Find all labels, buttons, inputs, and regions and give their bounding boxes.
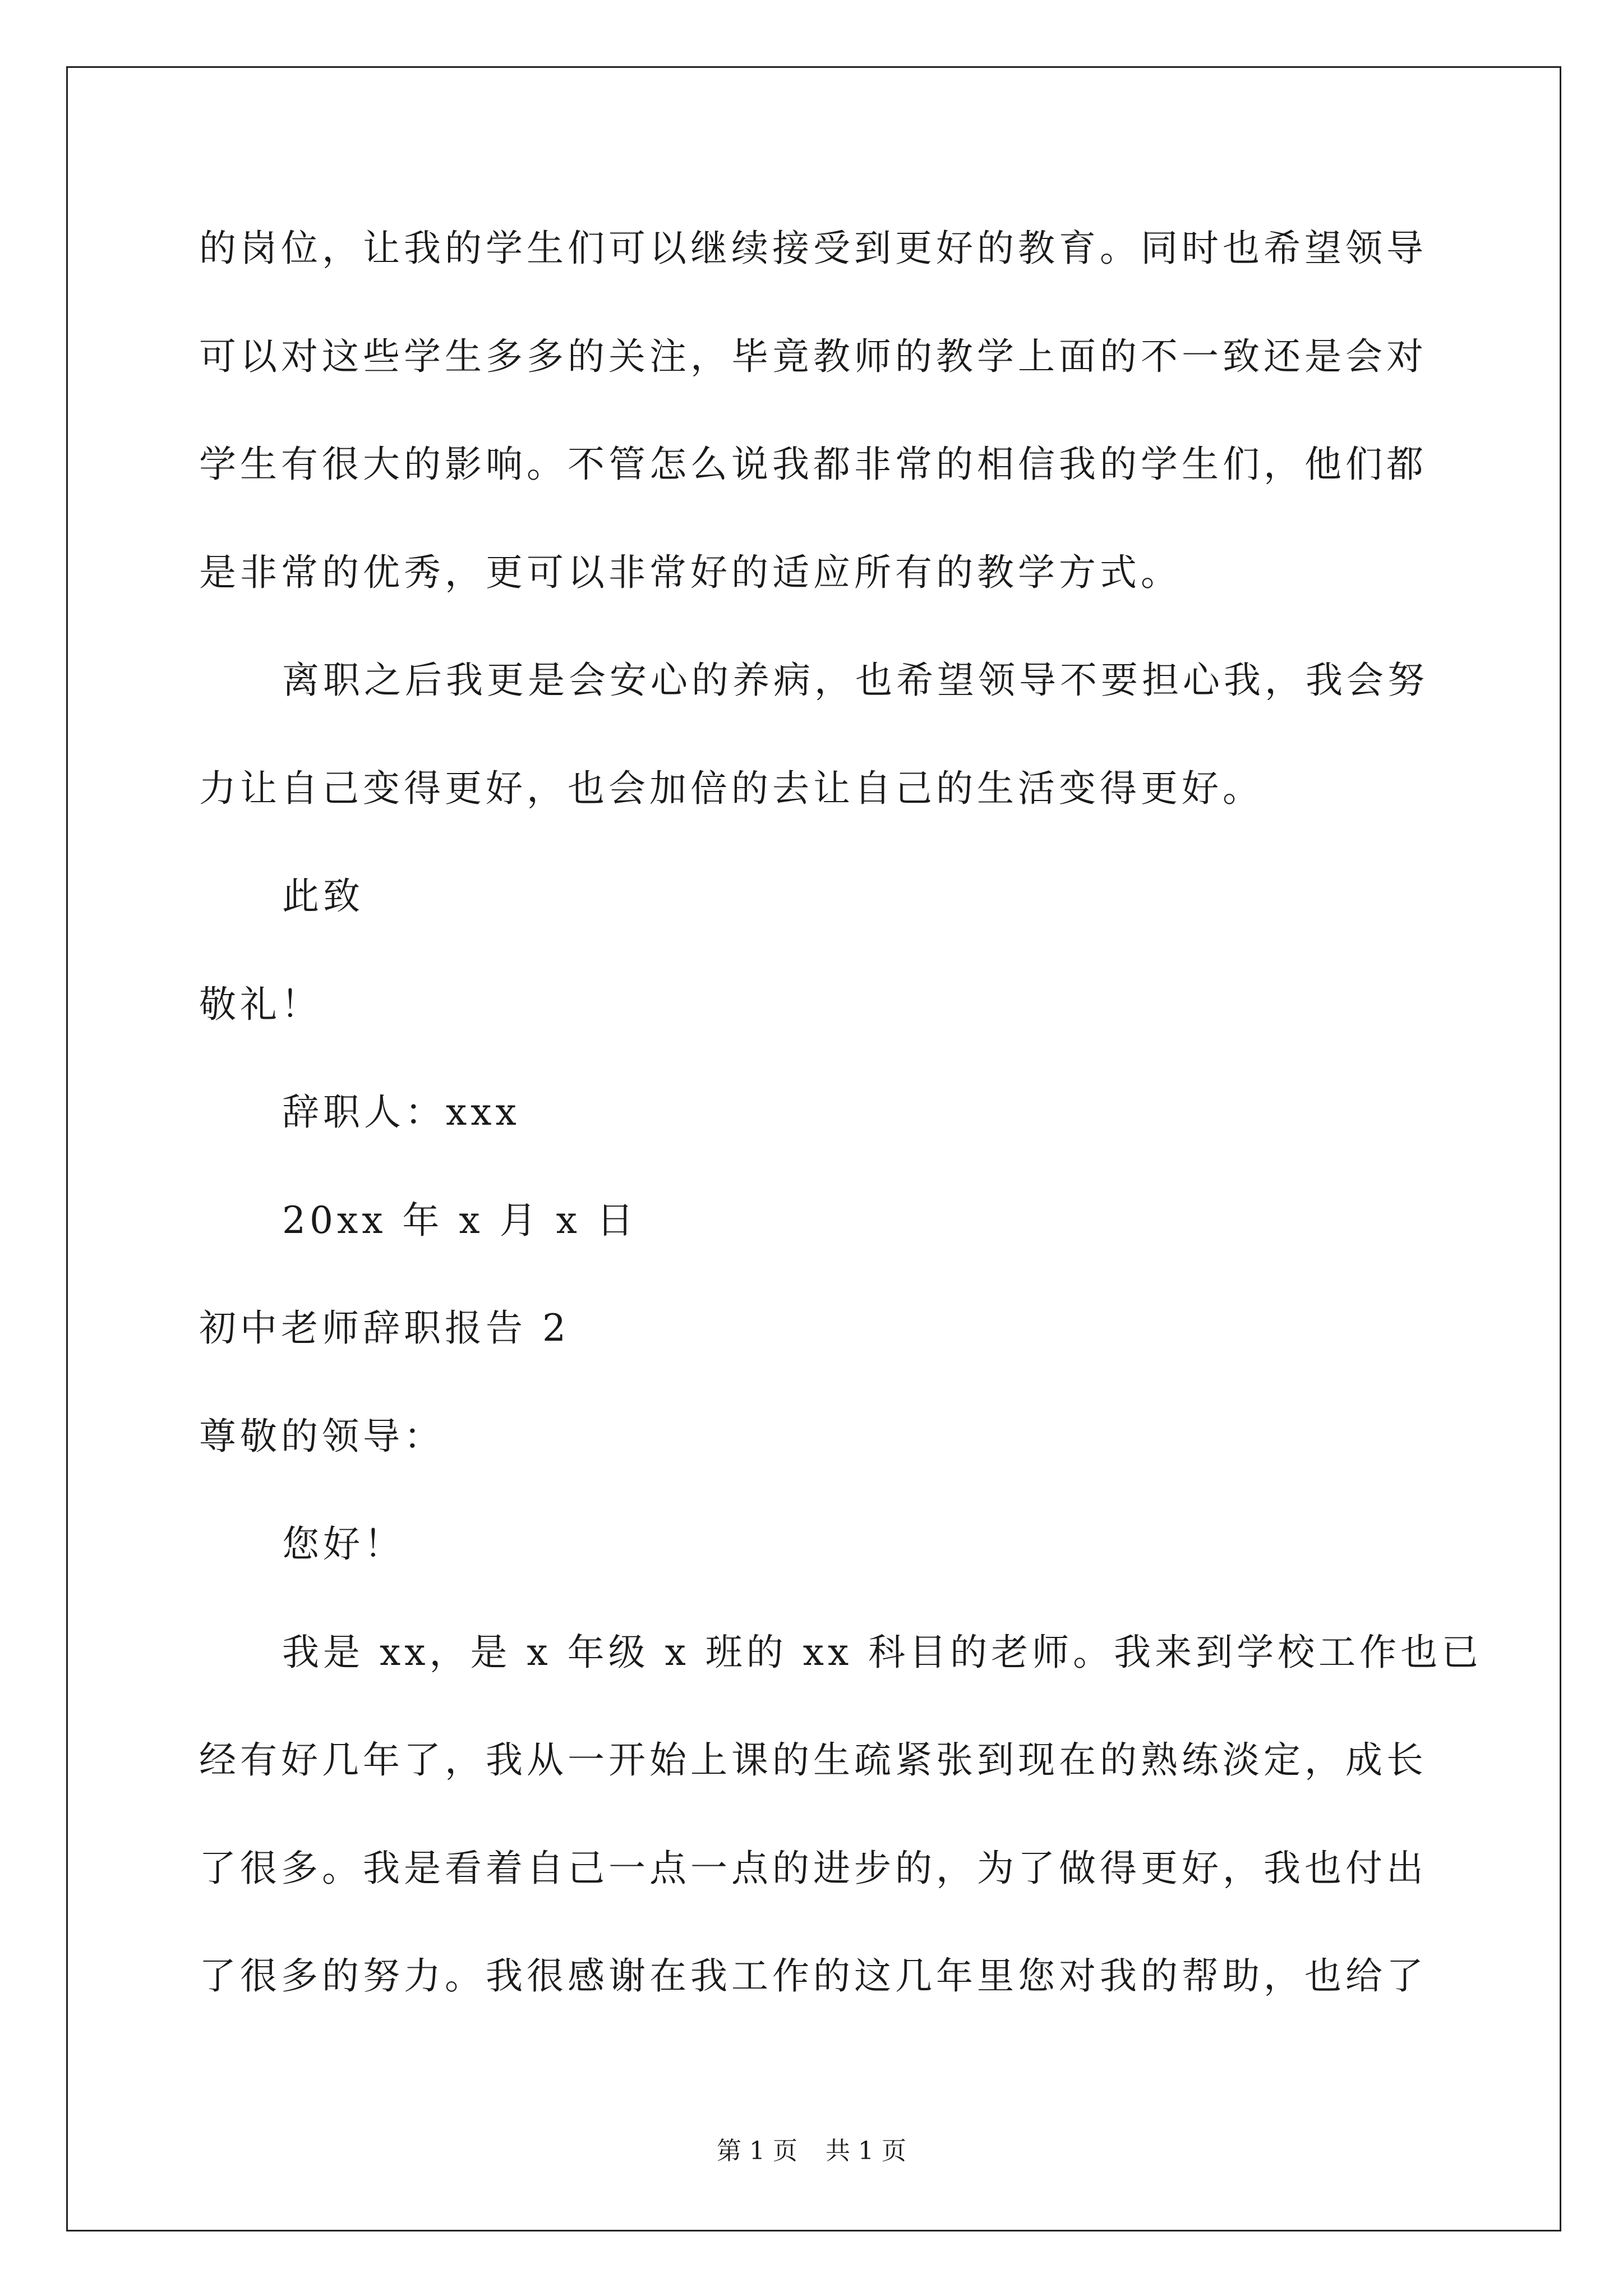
signature-date: 20xx 年 x 月 x 日 [282,1199,638,1242]
page-number-total: 共 1 页 [826,2137,906,2165]
paragraph-line: 离职之后我更是会安心的养病，也希望领导不要担心我，我会努 [282,659,1428,702]
closing-salutation: 此致 [282,875,364,918]
paragraph-line: 了很多。我是看着自己一点一点的进步的，为了做得更好，我也付出 [199,1847,1427,1890]
paragraph-line: 我是 xx，是 x 年级 x 班的 xx 科目的老师。我来到学校工作也已 [282,1631,1483,1674]
paragraph-line: 是非常的优秀，更可以非常好的适应所有的教学方式。 [199,551,1182,594]
letter-addressee: 尊敬的领导： [199,1415,445,1458]
paragraph-line: 了很多的努力。我很感谢在我工作的这几年里您对我的帮助，也给了 [199,1954,1427,1998]
paragraph-line: 经有好几年了，我从一开始上课的生疏紧张到现在的熟练淡定，成长 [199,1738,1427,1782]
paragraph-line: 学生有很大的影响。不管怎么说我都非常的相信我的学生们，他们都 [199,443,1427,486]
letter-greeting: 您好！ [282,1522,405,1566]
paragraph-line: 力让自己变得更好，也会加倍的去让自己的生活变得更好。 [199,767,1264,810]
page-number-current: 第 1 页 [717,2137,797,2165]
paragraph-line: 的岗位，让我的学生们可以继续接受到更好的教育。同时也希望领导 [199,227,1427,270]
paragraph-line: 可以对这些学生多多的关注，毕竟教师的教学上面的不一致还是会对 [199,335,1427,378]
closing-regards: 敬礼！ [199,983,322,1026]
page-border [66,66,1561,2231]
section-title: 初中老师辞职报告 2 [199,1306,570,1350]
signature-name: 辞职人：xxx [282,1091,520,1134]
page-footer [0,2131,1623,2166]
